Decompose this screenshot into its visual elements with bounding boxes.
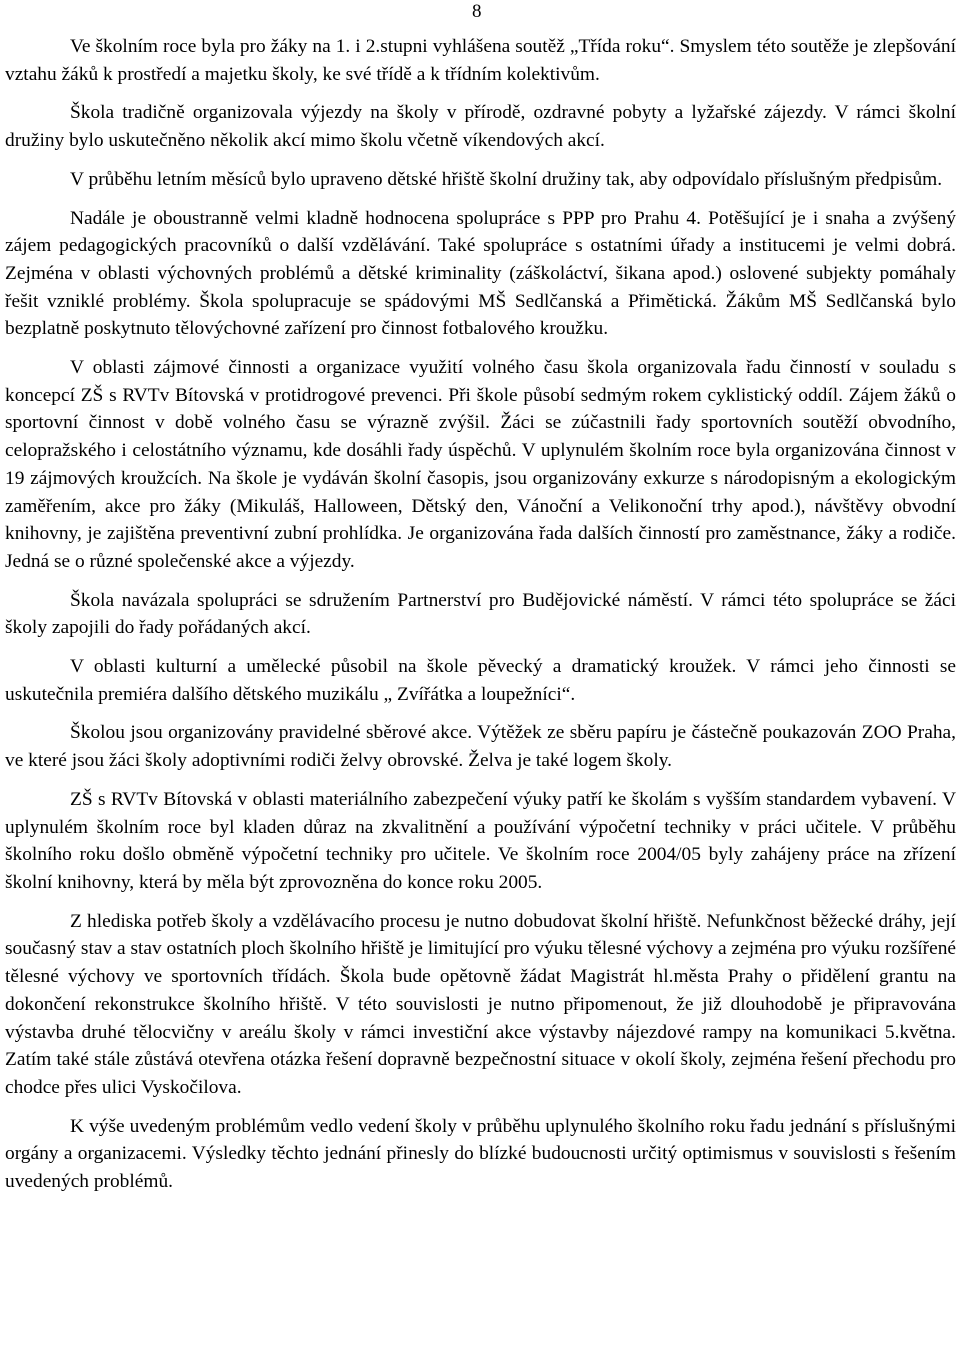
paragraph-partnerstvi: Škola navázala spolupráci se sdružením Partnerství pro Budějovické náměstí. V rámci této spolupráce se žáci školy zapojili do řady pořádaných akcí. xyxy=(5,589,956,639)
paragraph-hriste-druziny: V průběhu letním měsíců bylo upraveno dětské hřiště školní družiny tak, aby odpovídalo příslušným předpisům. xyxy=(70,168,943,190)
paragraph-skolni-hriste: Z hlediska potřeb školy a vzdělávacího procesu je nutno dobudovat školní hřiště. Nefunkčnost běžecké dráhy, její současný stav a stav ostatních ploch školního hřiště je limitující pro výuku tělesné výchovy a zejména pro výuku rozšířené tělesné výchovy ve sportovních třídách. Škola bude opětovně žádat Magistrát hl.města Prahy o přidělení grantu na dokončení rekonstrukce školního hřiště. V této souvislosti je nutno připomenout, že již dlouhodobě je připravována výstavba druhé tělocvičny v areálu školy v rámci investiční akce výstavby nájezdové rampy na komunikaci 5.května. Zatím také stále zůstává otevřena otázka řešení dopravně bezpečnostní situace v okolí školy, zejména řešení přechodu pro chodce přes ulici Vyskočilova. xyxy=(5,910,956,1098)
document-body xyxy=(5,33,956,1207)
paragraph-jednani: K výše uvedeným problémům vedlo vedení školy v průběhu uplynulého školního roku řadu jednání s příslušnými orgány a organizacemi. Výsledky těchto jednání přinesly do blízké budoucnosti určitý optimismus v souvislosti s řešením uvedených problémů. xyxy=(5,1115,956,1193)
paragraph-trida-roku: Ve školním roce byla pro žáky na 1. i 2.stupni vyhlášena soutěž „Třída roku“. Smyslem této soutěže je zlepšování vztahu žáků k prostředí a majetku školy, ke své třídě a k třídním kolektivům. xyxy=(5,36,956,85)
paragraph-zajmova-cinnost: V oblasti zájmové činnosti a organizace využití volného času škola organizovala řadu činností v souladu s koncepcí ZŠ s RVTv Bítovská v protidrogové prevenci. Při škole působí sedmým rokem cyklistický oddíl. Zájem žáků o sportovní činnost v době volného času se výrazně zvýšil. Žáci se zúčastnili řady sportovních soutěží obvodního, celopražského i celostátního významu, kde dosáhli řady úspěchů. V uplynulém školním roce byla organizována činnost v 19 zájmových kroužcích. Na škole je vydáván školní časopis, jsou organizovány exkurze s národopisným a ekologickým zaměřením, akce pro žáky (Mikuláš, Halloween, Dětský den, Vánoční a Velikonoční trhy apod.), návštěvy obvodní knihovny, je zajištěna preventivní zubní prohlídka. Je organizována řada dalších činností pro zaměstnance, žáky a rodiče. Jedná se o různé společenské akce a výjezdy. xyxy=(5,357,956,572)
page-number: 8 xyxy=(472,1,482,22)
paragraph-spoluprace-ppp: Nadále je oboustranně velmi kladně hodnocena spolupráce s PPP pro Prahu 4. Potěšující je i snaha a zvýšený zájem pedagogických pracovníků o další vzdělávání. Také spolupráce s ostatními úřady a institucemi je velmi dobrá. Zejména v oblasti výchovných problémů a dětské kriminality (záškoláctví, šikana apod.) oslovené subjekty pomáhaly řešit vzniklé problémy. Škola spolupracuje se spádovými MŠ Sedlčanská a Přimětická. Žákům MŠ Sedlčanská bylo bezplatně poskytnuto tělovýchovné zařízení pro činnost fotbalového kroužku. xyxy=(5,207,956,340)
paragraph-kulturni-oblast: V oblasti kulturní a umělecké působil na škole pěvecký a dramatický kroužek. V rámci jeho činnosti se uskutečnila premiéra dalšího dětského muzikálu „ Zvířátka a loupežníci“. xyxy=(5,656,956,705)
paragraph-sberove-akce: Školou jsou organizovány pravidelné sběrové akce. Výtěžek ze sběru papíru je částečně poukazován ZOO Praha, ve které jsou žáci školy adoptivními rodiči želvy obrovské. Želva je také logem školy. xyxy=(5,722,956,772)
paragraph-vyjezdy: Škola tradičně organizovala výjezdy na školy v přírodě, ozdravné pobyty a lyžařské zájezdy. V rámci školní družiny bylo uskutečněno několik akcí mimo školu včetně víkendových akcí. xyxy=(5,102,956,152)
paragraph-materialni-zabezpeceni: ZŠ s RVTv Bítovská v oblasti materiálního zabezpečení výuky patří ke školám s vyšším standardem vybavení. V uplynulém školním roce byl kladen důraz na zkvalitnění a používání výpočetní techniky v práci učitele. V průběhu školního roku došlo obměně výpočetní techniky pro učitele. Ve školním roce 2004/05 byly zahájeny práce na zřízení školní knihovny, která by měla být zprovozněna do konce roku 2005. xyxy=(5,788,956,893)
